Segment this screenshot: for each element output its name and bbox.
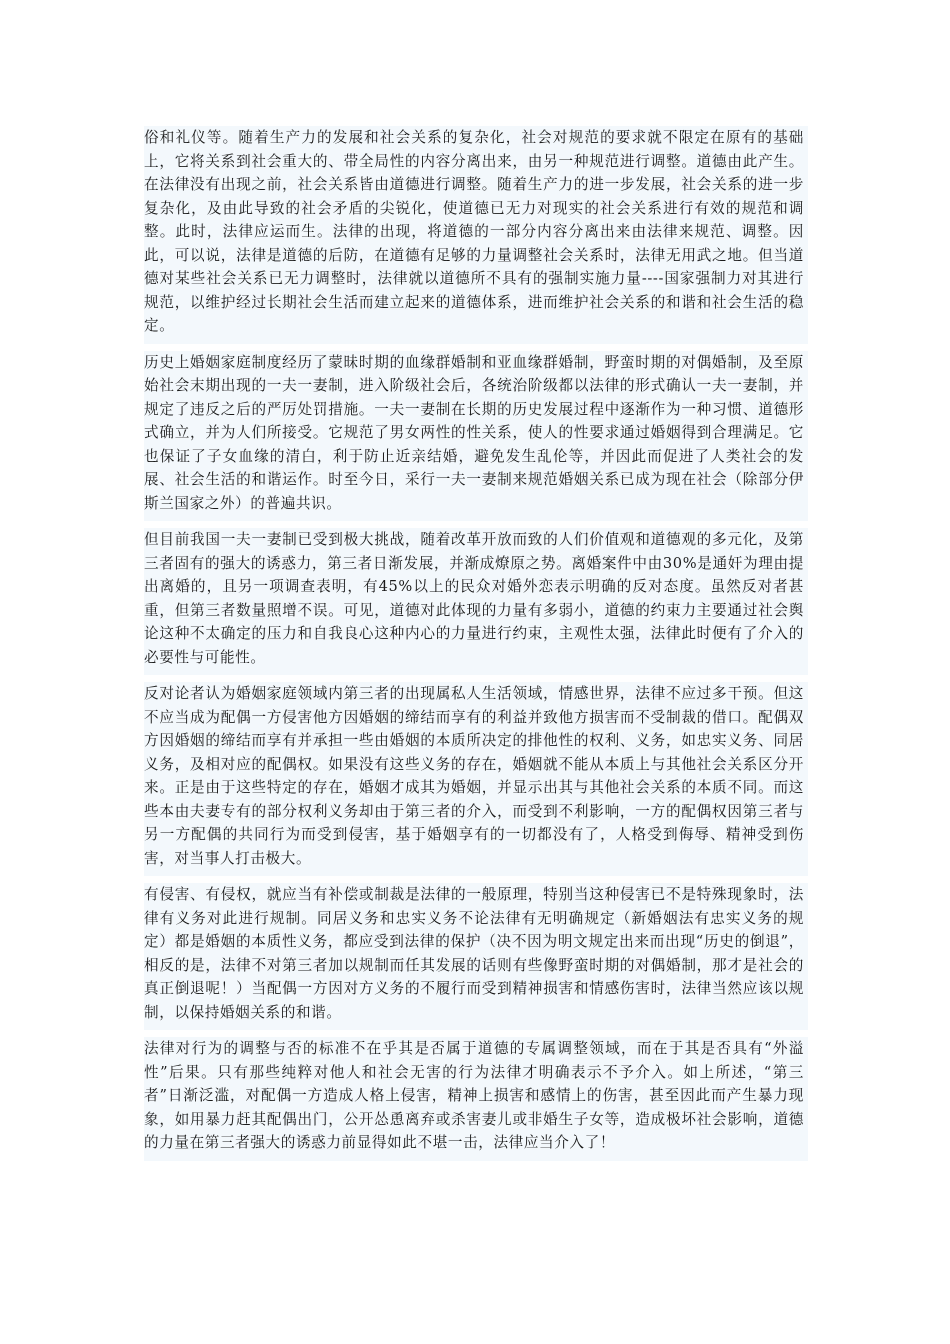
document-body (144, 126, 808, 1168)
paragraph-4: 反对论者认为婚姻家庭领域内第三者的出现属私人生活领域，情感世界，法律不应过多干预。但这不应当成为配偶一方侵害他方因婚姻的缔结而享有的利益并致他方损害而不受制裁的借口。配偶双方因婚姻的缔结而享有并承担一些由婚姻的本质所决定的排他性的权利、义务，如忠实义务、同居义务，及相对应的配偶权。如果没有这些义务的存在，婚姻就不能从本质上与其他社会关系区分开来。正是由于这些特定的存在，婚姻才成其为婚姻，并显示出其与其他社会关系的本质不同。而这些本由夫妻专有的部分权利义务却由于第三者的介入，而受到不利影响，一方的配偶权因第三者与另一方配偶的共同行为而受到侵害，基于婚姻享有的一切都没有了，人格受到侮辱、精神受到伤害，对当事人打击极大。 (144, 682, 808, 876)
paragraph-2: 历史上婚姻家庭制度经历了蒙昧时期的血缘群婚制和亚血缘群婚制，野蛮时期的对偶婚制，及至原始社会末期出现的一夫一妻制，进入阶级社会后，各统治阶级都以法律的形式确认一夫一妻制，并规定了违反之后的严厉处罚措施。一夫一妻制在长期的历史发展过程中逐渐作为一种习惯、道德形式确立，并为人们所接受。它规范了男女两性的性关系，使人的性要求通过婚姻得到合理满足。它也保证了子女血缘的清白，利于防止近亲结婚，避免发生乱伦等，并因此而促进了人类社会的发展、社会生活的和谐运作。时至今日，采行一夫一妻制来规范婚姻关系已成为现在社会（除部分伊斯兰国家之外）的普遍共识。 (144, 351, 808, 522)
paragraph-1: 俗和礼仪等。随着生产力的发展和社会关系的复杂化，社会对规范的要求就不限定在原有的基础上，它将关系到社会重大的、带全局性的内容分离出来，由另一种规范进行调整。道德由此产生。在法律没有出现之前，社会关系皆由道德进行调整。随着生产力的进一步发展，社会关系的进一步复杂化，及由此导致的社会矛盾的尖锐化，使道德已无力对现实的社会关系进行有效的规范和调整。此时，法律应运而生。法律的出现，将道德的一部分内容分离出来由法律来规范、调整。因此，可以说，法律是道德的后防，在道德有足够的力量调整社会关系时，法律无用武之地。但当道德对某些社会关系已无力调整时，法律就以道德所不具有的强制实施力量----国家强制力对其进行规范，以维护经过长期社会生活而建立起来的道德体系，进而维护社会关系的和谐和社会生活的稳定。 (144, 126, 808, 344)
paragraph-6: 法律对行为的调整与否的标准不在乎其是否属于道德的专属调整领域，而在于其是否具有“外溢性”后果。只有那些纯粹对他人和社会无害的行为法律才明确表示不予介入。如上所述，“第三者”日渐泛滥，对配偶一方造成人格上侵害，精神上损害和感情上的伤害，甚至因此而产生暴力现象，如用暴力赶其配偶出门，公开怂恿离弃或杀害妻儿或非婚生子女等，造成极坏社会影响，道德的力量在第三者强大的诱惑力前显得如此不堪一击，法律应当介入了！ (144, 1037, 808, 1161)
paragraph-3: 但目前我国一夫一妻制已受到极大挑战，随着改革开放而致的人们价值观和道德观的多元化，及第三者固有的强大的诱惑力，第三者日渐发展，并渐成燎原之势。离婚案件中由30%是通奸为理由提出离婚的，且另一项调查表明，有45%以上的民众对婚外恋表示明确的反对态度。虽然反对者甚重，但第三者数量照增不误。可见，道德对此体现的力量有多弱小，道德的约束力主要通过社会舆论这种不太确定的压力和自我良心这种内心的力量进行约束，主观性太强，法律此时便有了介入的必要性与可能性。 (144, 528, 808, 675)
paragraph-5: 有侵害、有侵权，就应当有补偿或制裁是法律的一般原理，特别当这种侵害已不是特殊现象时，法律有义务对此进行规制。同居义务和忠实义务不论法律有无明确规定（新婚姻法有忠实义务的规定）都是婚姻的本质性义务，都应受到法律的保护（决不因为明文规定出来而出现“历史的倒退”，相反的是，法律不对第三者加以规制而任其发展的话则有些像野蛮时期的对偶婚制，那才是社会的真正倒退呢！）当配偶一方因对方义务的不履行而受到精神损害和情感伤害时，法律当然应该以规制，以保持婚姻关系的和谐。 (144, 883, 808, 1030)
